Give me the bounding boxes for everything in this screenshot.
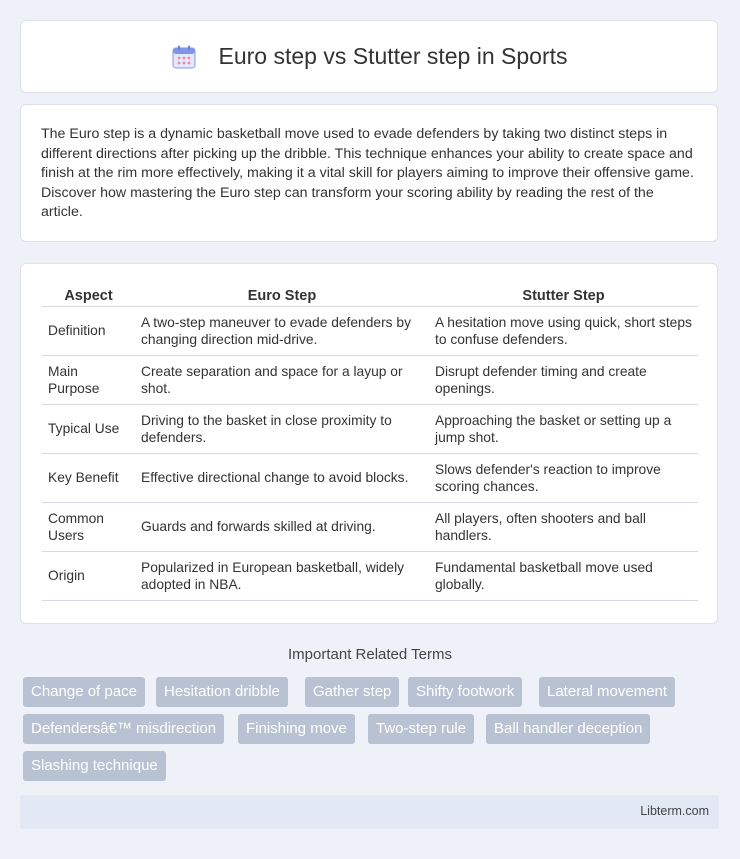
intro-card	[20, 104, 718, 242]
comparison-table	[42, 285, 698, 601]
table-cell: Approaching the basket or setting up a jump shot.	[429, 405, 698, 454]
related-term-tag[interactable]: Lateral movement	[539, 677, 675, 707]
table-cell: Guards and forwards skilled at driving.	[135, 503, 429, 552]
table-cell: Definition	[42, 307, 135, 356]
related-term-tag[interactable]: Gather step	[305, 677, 399, 707]
table-cell: Fundamental basketball move used globally.	[429, 552, 698, 601]
table-cell: Popularized in European basketball, widely adopted in NBA.	[135, 552, 429, 601]
footer	[20, 795, 719, 829]
title-card	[20, 20, 718, 93]
page-title: Euro step vs Stutter step in Sports	[218, 43, 568, 69]
column-header: Stutter Step	[429, 285, 698, 307]
table-row	[42, 454, 698, 503]
table-cell: Typical Use	[42, 405, 135, 454]
table-cell: Key Benefit	[42, 454, 135, 503]
table-row	[42, 356, 698, 405]
table-cell: A hesitation move using quick, short steps to confuse defenders.	[429, 307, 698, 356]
table-row	[42, 552, 698, 601]
table-cell: Create separation and space for a layup or shot.	[135, 356, 429, 405]
table-row	[42, 503, 698, 552]
table-cell: Slows defender's reaction to improve scoring chances.	[429, 454, 698, 503]
table-cell: Common Users	[42, 503, 135, 552]
related-term-tag[interactable]: Defendersâ€™ misdirection	[23, 714, 224, 744]
related-term-tag[interactable]: Slashing technique	[23, 751, 166, 781]
related-term-tag[interactable]: Shifty footwork	[408, 677, 522, 707]
table-cell: Disrupt defender timing and create openings.	[429, 356, 698, 405]
related-term-tag[interactable]: Ball handler deception	[486, 714, 650, 744]
related-term-tag[interactable]: Change of pace	[23, 677, 145, 707]
table-cell: Effective directional change to avoid blocks.	[135, 454, 429, 503]
table-cell: Main Purpose	[42, 356, 135, 405]
related-term-tag[interactable]: Hesitation dribble	[156, 677, 288, 707]
column-header: Aspect	[42, 285, 135, 307]
related-term-tag[interactable]: Two-step rule	[368, 714, 474, 744]
column-header: Euro Step	[135, 285, 429, 307]
table-cell: All players, often shooters and ball handlers.	[429, 503, 698, 552]
table-cell: Origin	[42, 552, 135, 601]
table-cell: A two-step maneuver to evade defenders by changing direction mid-drive.	[135, 307, 429, 356]
related-term-tag[interactable]: Finishing move	[238, 714, 355, 744]
table-row	[42, 405, 698, 454]
site-link[interactable]: Libterm.com	[640, 804, 709, 818]
table-cell: Driving to the basket in close proximity to defenders.	[135, 405, 429, 454]
intro-text: The Euro step is a dynamic basketball move used to evade defenders by taking two distinct steps in different directions after picking up the dribble. This technique enhances your ability to create space and finish at the rim more effectively, making it a vital skill for players aiming to improve their offensive game. Discover how mastering the Euro step can transform your scoring ability by reading the rest of the article.	[41, 126, 694, 221]
related-terms-heading: Important Related Terms	[288, 646, 452, 663]
table-row	[42, 307, 698, 356]
calendar-icon	[171, 44, 197, 70]
table-header-row	[42, 285, 698, 307]
comparison-card	[20, 263, 718, 624]
